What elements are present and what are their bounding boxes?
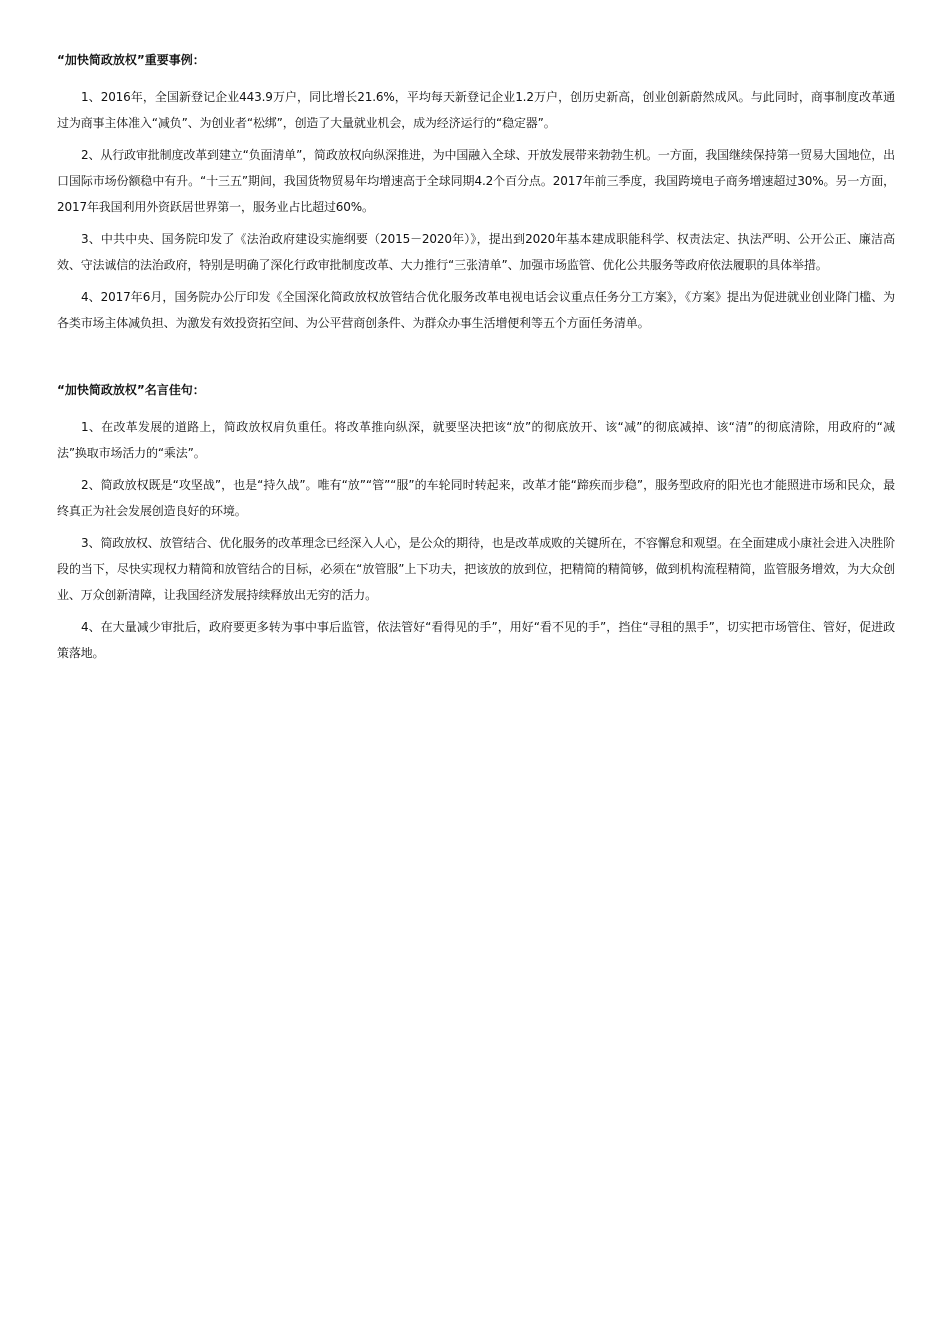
- paragraph: 3、中共中央、国务院印发了《法治政府建设实施纲要（2015－2020年）》，提出到2020年基本建成职能科学、权责法定、执法严明、公开公正、廉洁高效、守法诚信的法治政府，特别是明确了深化行政审批制度改革、大力推行“三张清单”、加强市场监管、优化公共服务等政府依法履职的具体举措。: [57, 232, 895, 272]
- section-famous-quotes: [57, 381, 895, 666]
- section-title-important-cases: “加快简政放权”重要事例：: [57, 53, 205, 67]
- paragraph: 1、2016年，全国新登记企业443.9万户，同比增长21.6%，平均每天新登记企业1.2万户，创历史新高，创业创新蔚然成风。与此同时，商事制度改革通过为商事主体准入“减负”、为创业者“松绑”，创造了大量就业机会，成为经济运行的“稳定器”。: [57, 90, 895, 130]
- paragraph: 2、从行政审批制度改革到建立“负面清单”，简政放权向纵深推进，为中国融入全球、开放发展带来勃勃生机。一方面，我国继续保持第一贸易大国地位，出口国际市场份额稳中有升。“十三五”期间，我国货物贸易年均增速高于全球同期4.2个百分点。2017年前三季度，我国跨境电子商务增速超过30%。另一方面，2017年我国利用外资跃居世界第一，服务业占比超过60%。: [57, 148, 895, 214]
- paragraph: 3、简政放权、放管结合、优化服务的改革理念已经深入人心，是公众的期待，也是改革成败的关键所在，不容懈怠和观望。在全面建成小康社会进入决胜阶段的当下，尽快实现权力精简和放管结合的目标，必须在“放管服”上下功夫，把该放的放到位，把精简的精简够，做到机构流程精简，监管服务增效，为大众创业、万众创新清障，让我国经济发展持续释放出无穷的活力。: [57, 536, 895, 602]
- section-title-famous-quotes: “加快简政放权”名言佳句：: [57, 383, 205, 397]
- paragraph: 4、2017年6月，国务院办公厅印发《全国深化简政放权放管结合优化服务改革电视电话会议重点任务分工方案》，《方案》提出为促进就业创业降门槛、为各类市场主体减负担、为激发有效投资拓空间、为公平营商创条件、为群众办事生活增便利等五个方面任务清单。: [57, 290, 895, 330]
- paragraph: 2、简政放权既是“攻坚战”，也是“持久战”。唯有“放”“管”“服”的车轮同时转起来，改革才能“蹄疾而步稳”，服务型政府的阳光也才能照进市场和民众，最终真正为社会发展创造良好的环境。: [57, 478, 895, 518]
- paragraph: 4、在大量减少审批后，政府要更多转为事中事后监管，依法管好“看得见的手”，用好“看不见的手”，挡住“寻租的黑手”，切实把市场管住、管好，促进政策落地。: [57, 620, 895, 660]
- paragraph: 1、在改革发展的道路上，简政放权肩负重任。将改革推向纵深，就要坚决把该“放”的彻底放开、该“减”的彻底减掉、该“清”的彻底清除，用政府的“减法”换取市场活力的“乘法”。: [57, 420, 895, 460]
- section-important-cases: [57, 51, 895, 336]
